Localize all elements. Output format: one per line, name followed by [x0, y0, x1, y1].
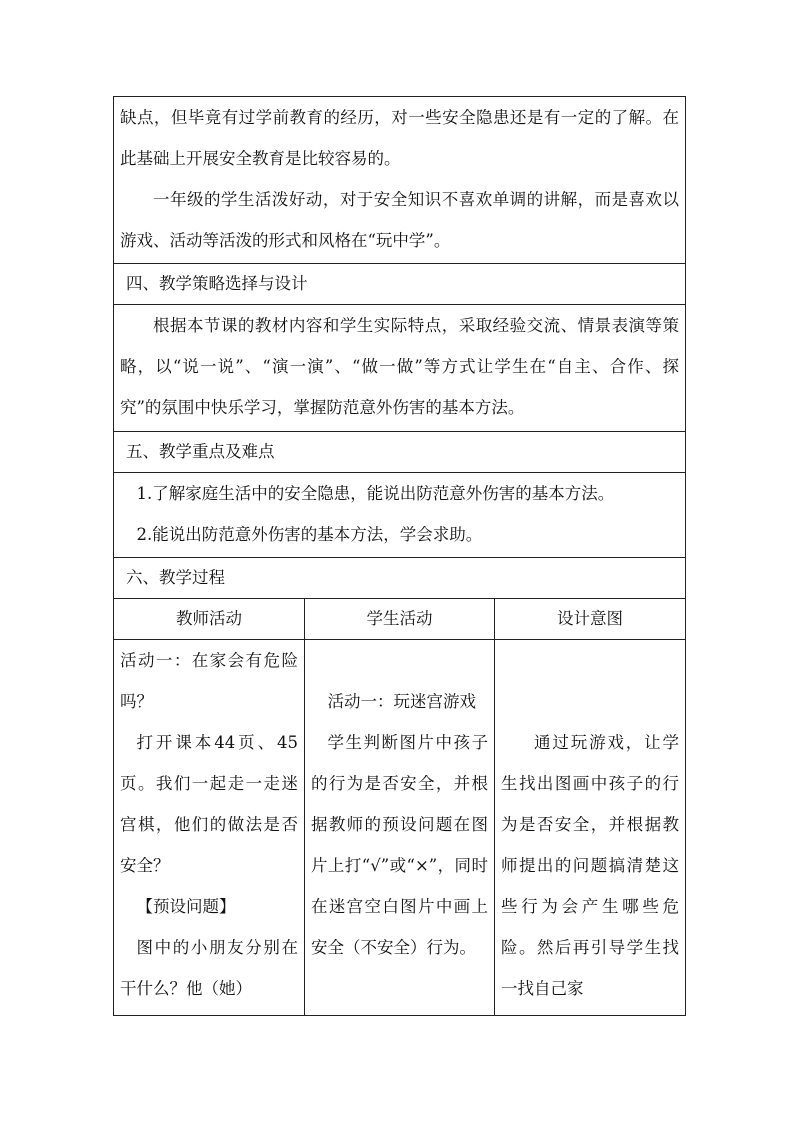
- student-activity-body: 学生判断图片中孩子的行为是否安全，并根据教师的预设问题在图片上打“√”或“×”，同时在迷宫空白图片中画上安全（不安全）行为。: [311, 733, 488, 957]
- lesson-plan-table: [113, 96, 686, 1016]
- student-activity-cell: [305, 640, 495, 1016]
- intro-paragraph-1: 缺点，但毕竟有过学前教育的经历，对一些安全隐患还是有一定的了解。在此基础上开展安全教育是比较容易的。: [120, 108, 680, 168]
- intent-body: 通过玩游戏，让学生找出图画中孩子的行为是否安全，并根据教师提出的问题搞清楚这些行为会产生哪些危险。然后再引导学生找一找自己家: [501, 733, 680, 998]
- student-activity-title: 活动一：玩迷宫游戏: [327, 692, 476, 711]
- teacher-question: 图中的小朋友分别在干什么？他（她）: [120, 938, 298, 998]
- teacher-activity-cell: [114, 640, 305, 1016]
- section4-body: 根据本节课的教材内容和学生实际特点，采取经验交流、情景表演等策略，以“说一说”、“演一演”、“做一做”等方式让学生在“自主、合作、探究”的氛围中快乐学习，掌握防范意外伤害的基本方法。: [120, 316, 680, 417]
- intro-row: [114, 97, 686, 264]
- column-header-intent: 设计意图: [495, 599, 686, 640]
- teacher-activity-body: 打开课本44页、45页。我们一起走一走迷宫棋，他们的做法是否安全？: [120, 733, 298, 875]
- section5-heading-row: [114, 432, 686, 473]
- section4-heading: 四、教学策略选择与设计: [126, 274, 308, 293]
- teacher-preset-label: 【预设问题】: [136, 897, 236, 916]
- process-header-row: [114, 599, 686, 640]
- section5-heading: 五、教学重点及难点: [126, 442, 275, 461]
- section5-body-row: [114, 473, 686, 558]
- section6-heading: 六、教学过程: [126, 568, 225, 587]
- section4-body-row: [114, 305, 686, 432]
- teacher-activity-title: 活动一：在家会有危险吗？: [120, 651, 298, 711]
- intent-cell: [495, 640, 686, 1016]
- process-row: [114, 640, 686, 1016]
- section4-heading-row: [114, 264, 686, 305]
- key-point-1: 1.了解家庭生活中的安全隐患，能说出防范意外伤害的基本方法。: [136, 484, 615, 503]
- section6-heading-row: [114, 558, 686, 599]
- column-header-student: 学生活动: [305, 599, 495, 640]
- intro-paragraph-2: 一年级的学生活泼好动，对于安全知识不喜欢单调的讲解，而是喜欢以游戏、活动等活泼的形式和风格在“玩中学”。: [120, 190, 680, 250]
- column-header-teacher: 教师活动: [114, 599, 305, 640]
- key-point-2: 2.能说出防范意外伤害的基本方法，学会求助。: [136, 525, 483, 544]
